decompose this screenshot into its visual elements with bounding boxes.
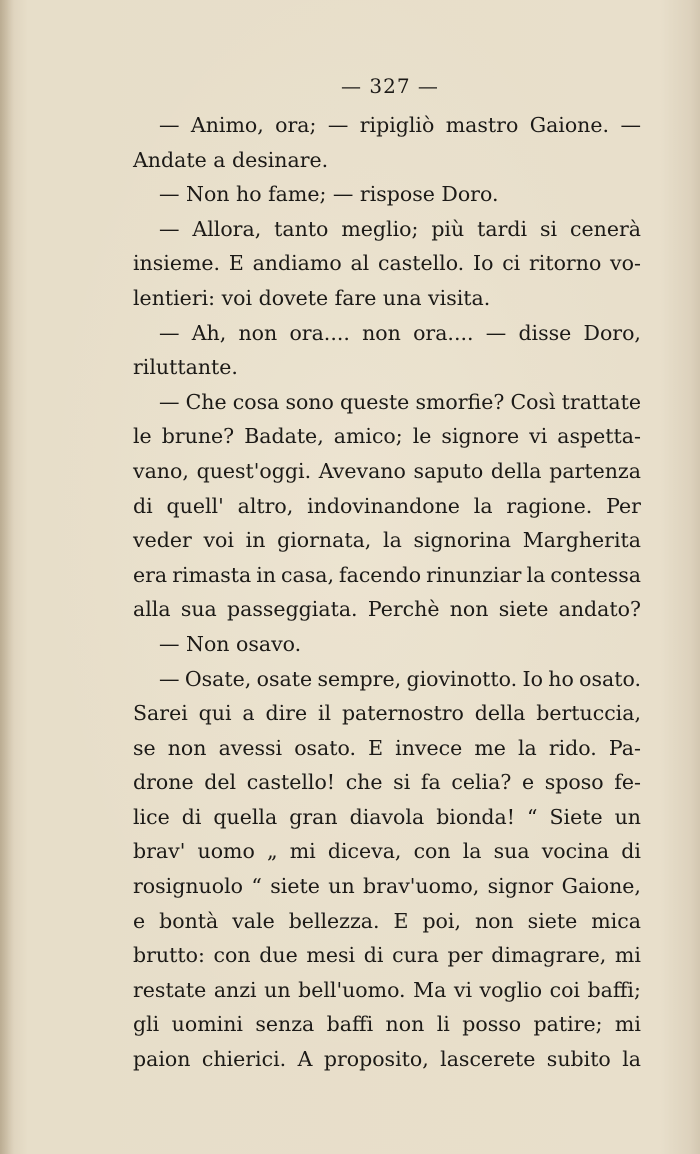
text-line: — Non osavo. xyxy=(159,631,302,656)
text-line: — Che cosa sono queste smorfie? Così trattate xyxy=(159,389,641,414)
text-line: lentieri: voi dovete fare una visita. xyxy=(133,285,491,310)
text-line: lice di quella gran diavola bionda! “ Siete un xyxy=(133,804,641,829)
text-line: paion chierici. A proposito, lascerete subito la xyxy=(133,1047,641,1072)
text-line: insieme. E andiamo al castello. Io ci ritorno vo- xyxy=(133,251,641,276)
text-line: Andate a desinare. xyxy=(133,147,329,172)
text-line: — Animo, ora; — ripigliò mastro Gaione. — xyxy=(159,113,641,137)
text-line: di quell' altro, indovinandone la ragione. Per xyxy=(133,493,641,518)
text-line: — Osate, osate sempre, giovinotto. Io ho osato. xyxy=(159,666,641,691)
text-line: era rimasta in casa, facendo rinunziar la contessa xyxy=(133,562,641,587)
text-line: — Ah, non ora.... non ora.... — disse Doro, xyxy=(159,320,641,345)
text-line: Sarei qui a dire il paternostro della bertuccia, xyxy=(133,701,641,726)
page-edge-shadow xyxy=(0,0,14,1154)
text-line: vano, quest'oggi. Avevano saputo della partenza xyxy=(133,458,641,483)
text-line: veder voi in giornata, la signorina Margherita xyxy=(133,528,641,553)
text-line: rosignuolo “ siete un brav'uomo, signor Gaione, xyxy=(133,874,641,899)
body-text xyxy=(133,108,641,1077)
text-line: — Allora, tanto meglio; più tardi si cenerà xyxy=(159,216,641,241)
text-line: e bontà vale bellezza. E poi, non siete mica xyxy=(133,908,641,933)
text-line: se non avessi osato. E invece me la rido. Pa- xyxy=(133,735,641,760)
text-line: le brune? Badate, amico; le signore vi aspetta- xyxy=(133,424,641,449)
text-line: brav' uomo „ mi diceva, con la sua vocina di xyxy=(133,839,641,864)
text-line: brutto: con due mesi di cura per dimagrare, mi xyxy=(133,943,641,968)
text-line: alla sua passeggiata. Perchè non siete andato? xyxy=(133,597,641,622)
page-number: — 327 — xyxy=(341,74,439,98)
text-line: riluttante. xyxy=(133,355,238,380)
text-line: drone del castello! che si fa celia? e sposo fe- xyxy=(133,770,641,795)
text-line: — Non ho fame; — rispose Doro. xyxy=(159,182,499,207)
text-line: restate anzi un bell'uomo. Ma vi voglio coi baffi; xyxy=(133,977,641,1002)
text-line: gli uomini senza baffi non li posso patire; mi xyxy=(133,1012,641,1037)
